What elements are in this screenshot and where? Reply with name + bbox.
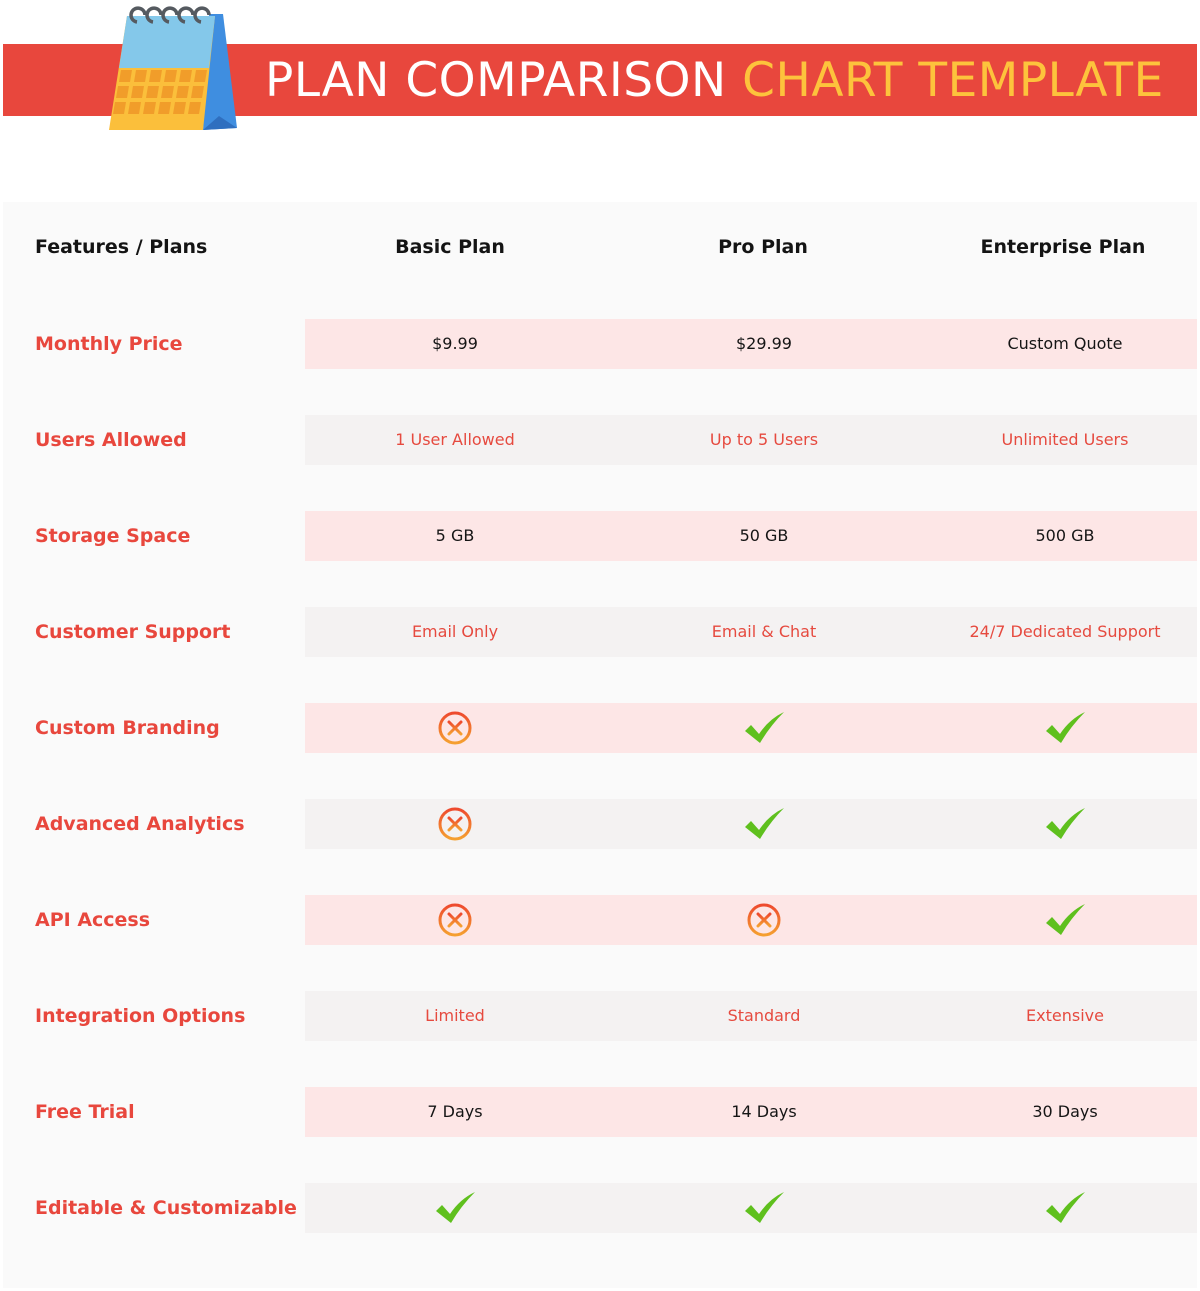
cell-monthly-price-basic: $9.99: [432, 334, 478, 353]
plan-header-enterprise: Enterprise Plan: [980, 236, 1146, 258]
check-icon: [1043, 1186, 1087, 1230]
cell-free-trial-enterprise: 30 Days: [1032, 1102, 1098, 1121]
cross-icon: [742, 898, 786, 942]
cell-free-trial-basic: 7 Days: [427, 1102, 483, 1121]
check-icon: [1043, 706, 1087, 750]
cell-storage-space-enterprise: 500 GB: [1035, 526, 1095, 545]
feature-label-storage-space: Storage Space: [35, 525, 191, 547]
cell-customer-support-enterprise: 24/7 Dedicated Support: [969, 622, 1161, 641]
cell-users-allowed-enterprise: Unlimited Users: [1001, 430, 1129, 449]
calendar-icon: [103, 2, 243, 136]
check-icon: [742, 802, 786, 846]
cell-monthly-price-enterprise: Custom Quote: [1007, 334, 1123, 353]
feature-label-custom-branding: Custom Branding: [35, 717, 220, 739]
feature-label-api-access: API Access: [35, 909, 151, 931]
cell-integration-options-pro: Standard: [727, 1006, 801, 1025]
cross-icon: [433, 706, 477, 750]
cell-integration-options-basic: Limited: [425, 1006, 485, 1025]
feature-label-free-trial: Free Trial: [35, 1101, 135, 1123]
cell-users-allowed-pro: Up to 5 Users: [709, 430, 819, 449]
feature-label-integration-options: Integration Options: [35, 1005, 246, 1027]
title-accent: CHART TEMPLATE: [742, 53, 1164, 108]
feature-label-editable-customizable: Editable & Customizable: [35, 1197, 297, 1219]
cell-storage-space-basic: 5 GB: [435, 526, 475, 545]
cell-customer-support-basic: Email Only: [411, 622, 499, 641]
cell-free-trial-pro: 14 Days: [731, 1102, 797, 1121]
cell-monthly-price-pro: $29.99: [736, 334, 792, 353]
check-icon: [433, 1186, 477, 1230]
cell-storage-space-pro: 50 GB: [739, 526, 789, 545]
feature-label-customer-support: Customer Support: [35, 621, 231, 643]
corner-header: Features / Plans: [35, 236, 208, 258]
check-icon: [742, 1186, 786, 1230]
cell-customer-support-pro: Email & Chat: [711, 622, 817, 641]
cross-icon: [433, 898, 477, 942]
feature-label-monthly-price: Monthly Price: [35, 333, 183, 355]
plan-header-basic: Basic Plan: [395, 236, 505, 258]
cross-icon: [433, 802, 477, 846]
cell-integration-options-enterprise: Extensive: [1026, 1006, 1104, 1025]
check-icon: [1043, 802, 1087, 846]
plan-header-pro: Pro Plan: [718, 236, 808, 258]
check-icon: [1043, 898, 1087, 942]
page-title: [265, 44, 1164, 116]
cell-users-allowed-basic: 1 User Allowed: [395, 430, 515, 449]
title-main: PLAN COMPARISON: [265, 53, 727, 108]
feature-label-advanced-analytics: Advanced Analytics: [35, 813, 245, 835]
feature-label-users-allowed: Users Allowed: [35, 429, 187, 451]
check-icon: [742, 706, 786, 750]
